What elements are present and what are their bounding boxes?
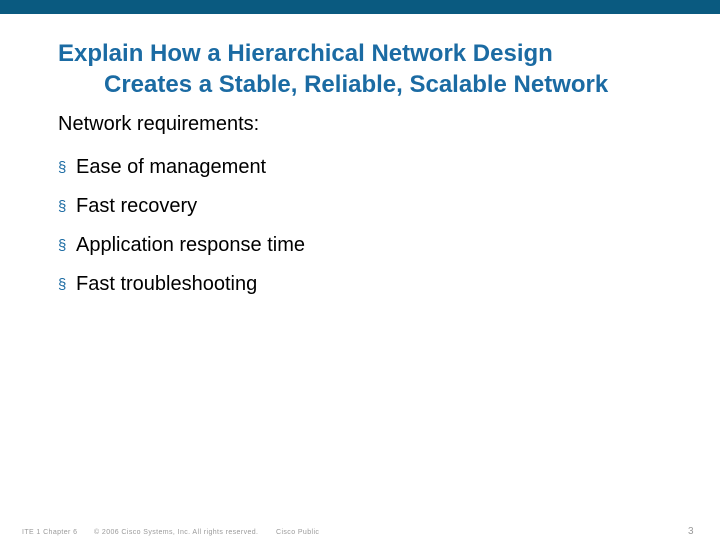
bullet-text: Fast troubleshooting: [76, 273, 258, 295]
bullet-marker-icon: §: [58, 237, 67, 254]
bullet-item: [58, 226, 305, 265]
slide-title-line1: Explain How a Hierarchical Network Design: [58, 40, 553, 67]
footer-course: ITE 1 Chapter 6: [22, 529, 78, 536]
bullet-text: Ease of management: [76, 156, 267, 178]
bullet-marker-icon: §: [58, 276, 67, 293]
bullet-item: [58, 187, 305, 226]
bullet-marker-icon: §: [58, 159, 67, 176]
slide-title: [58, 38, 708, 100]
page-number: 3: [688, 526, 694, 537]
bullet-item: [58, 148, 305, 187]
bullet-text: Application response time: [76, 234, 306, 256]
slide-title-line2: Creates a Stable, Reliable, Scalable Network: [104, 71, 609, 98]
intro-text: Network requirements:: [58, 113, 260, 135]
bullet-item: [58, 265, 305, 304]
footer-copyright: © 2006 Cisco Systems, Inc. All rights reserved.: [94, 529, 259, 536]
bullet-text: Fast recovery: [76, 195, 198, 217]
bullet-marker-icon: §: [58, 198, 67, 215]
bullet-list: [58, 148, 305, 304]
top-banner-bar: [0, 0, 720, 14]
footer-classification: Cisco Public: [276, 529, 320, 536]
